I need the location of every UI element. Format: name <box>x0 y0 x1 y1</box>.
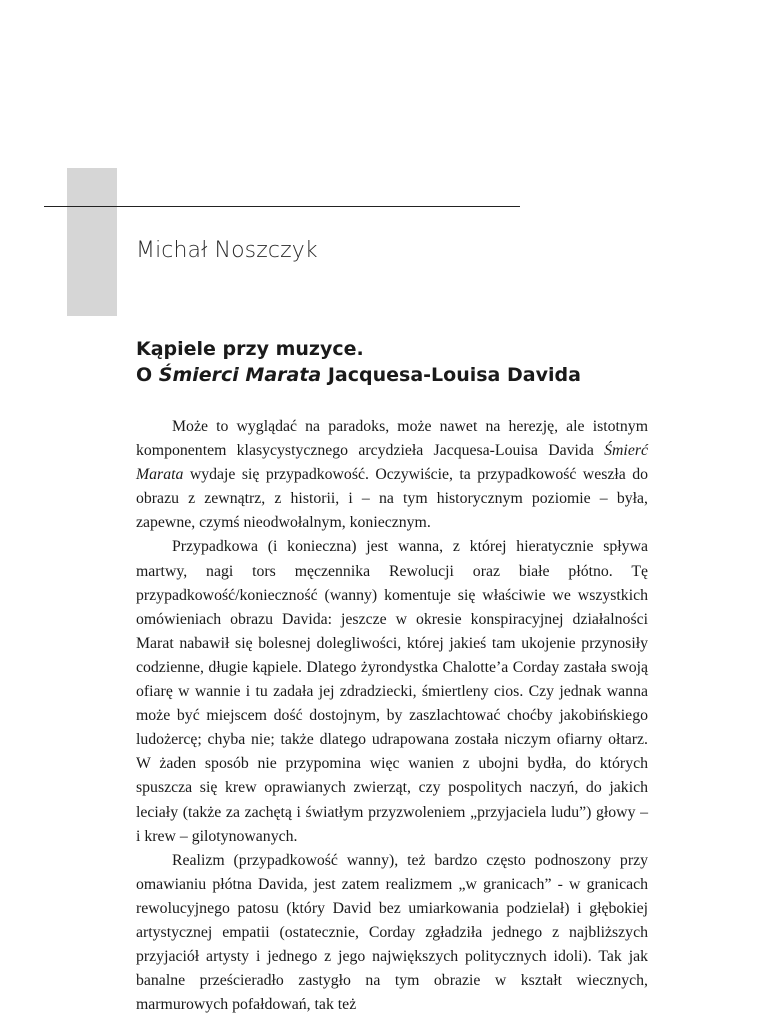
title-line-2-suffix: Jacquesa-Louisa Davida <box>321 364 581 386</box>
paragraph-1-after: wydaje się przypadkowość. Oczywiście, ta przypadkowość weszła do obrazu z zewnątrz, z historii, i – na tym historycznym poziomie – była, zapewne, czymś nieodwołalnym, koniecznym. <box>136 466 648 532</box>
title-line-2-italic: Śmierci Marata <box>158 364 322 386</box>
title-line-1: Kąpiele przy muzyce. <box>136 338 364 360</box>
title-line-2 <box>136 362 696 388</box>
paragraph-1 <box>136 415 648 535</box>
paragraph-3: Realizm (przypadkowość wanny), też bardzo często podnoszony przy omawianiu płótna Davida, jest zatem realizmem „w granicach” - w granicach rewolucyjnego patosu (który David bez umiarkowania podzielał) i głębokiej artystycznej empatii (ostatecznie, Corday zgładziła jednego z najbliższych przyjaciół artysty i jednego z jego największych politycznych idoli). Tak jak banalne prześcieradło zastygło na tym obrazie w kształt wiecznych, marmurowych pofałdowań, tak też <box>136 851 648 1014</box>
paragraph-2: Przypadkowa (i konieczna) jest wanna, z której hieratycznie spływa martwy, nagi tors męczennika Rewolucji oraz białe płótno. Tę przypadkowość/konieczność (wanny) komentuje się właściwie we wszystkich omówieniach obrazu Davida: jeszcze w okresie konspiracyjnej działalności Marat nabawił się bolesnej dolegliwości, której jakieś tam ukojenie przynosiły codzienne, długie kąpiele. Dlatego żyrondystka Chalotte’a Corday zastała swoją ofiarę w wannie i tu zadała jej zdradziecki, śmiertleny cios. Czy jednak wanna może być miejscem dość dostojnym, by zaszlachtować choćby jakobińskiego ludożercę; chyba nie; także dlatego udrapowana została niczym ofiarny ołtarz. W żaden sposób nie przypomina więc wanien z ubojni bydła, do których spuszcza się krew oprawianych zwierząt, czy pospolitych naczyń, do jakich leciały (także za zachętą i światłym przyzwoleniem „przyjaciela ludu”) głowy – i krew – gilotynowanych. <box>136 538 648 845</box>
paragraph-1-before: Może to wyglądać na paradoks, może nawet na herezję, ale istotnym komponentem klasycystycznego arcydzieła Jacquesa-Louisa Davida <box>136 418 648 460</box>
title-line-2-prefix: O <box>136 364 159 386</box>
header-rule <box>44 206 520 207</box>
author-name: Michał Noszczyk <box>136 238 318 263</box>
paragraph-1-italic: Śmierć Marata <box>136 442 648 484</box>
article-title <box>136 336 696 388</box>
decorative-gray-bar <box>67 168 117 316</box>
article-body <box>136 415 648 1017</box>
